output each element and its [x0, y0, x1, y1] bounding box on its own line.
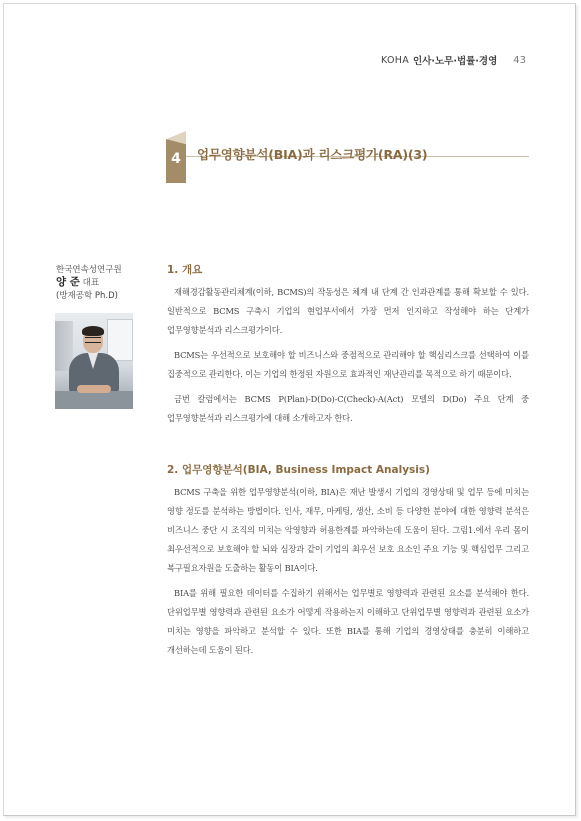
chapter-number: 4 [171, 151, 181, 167]
paragraph: BIA를 위해 필요한 데이터를 수집하기 위해서는 업무별로 영향력과 관련된 요소를 분석해야 한다. 단위업무별 영향력과 관련된 요소가 어떻게 작용하는지 이해하고 단위업무별 영향력과 관련된 요소가 미치는 영향을 파악하고 분석할 수 있다. 또한 BIA를 통해 기업의 경영상태를 충분히 이해하고 개선하는데 도움이 된다. [167, 588, 529, 655]
author-block [56, 264, 156, 302]
author-name-line [56, 276, 156, 290]
author-role: 대표 [82, 278, 100, 288]
magazine-brand: KOHA [380, 54, 410, 66]
photo-background-window [107, 319, 133, 361]
author-degree: (방재공학 Ph.D) [56, 291, 118, 301]
author-organization: 한국연속성연구원 [56, 265, 122, 275]
paragraph: BCMS 구축을 위한 업무영향분석(이하, BIA)은 재난 발생시 기업의 경영상태 및 업무 등에 미치는 영향 정도를 분석하는 방법이다. 인사, 재무, 마케팅, 생산, 소비 등 다양한 분야에 대한 영향력 분석은 비즈니스 중단 시 조직의 미치는 악영향과 허용한계를 파악하는데 도움이 된다. 그림1.에서 우리 몸이 최우선적으로 보호해야 할 뇌와 심장과 같이 기업의 최우선 보호 요소인 주요 기능 및 핵심업무 그리고 복구필요자원을 도출하는 활동이 BIA이다. [167, 487, 529, 573]
photo-person-glasses [85, 337, 101, 343]
chapter-title: 업무영향분석(BIA)과 리스크평가(RA)(3) [197, 147, 428, 162]
section-bia [167, 462, 529, 666]
paragraph: BCMS는 우선적으로 보호해야 할 비즈니스와 중점적으로 관리해야 할 핵심리스크를 선택하여 이를 집중적으로 관리한다. 이는 기업의 한정된 자원으로 효과적인 재난관리를 목적으로 하기 때문이다. [167, 350, 529, 379]
author-name: 양 준 [56, 276, 80, 288]
section-heading: 2. 업무영향분석(BIA, Business Impact Analysis) [167, 464, 430, 476]
photo-person-hands [77, 385, 111, 393]
photo-desk [55, 391, 133, 409]
section-heading: 1. 개요 [167, 264, 203, 276]
paragraph: 재해경감활동관리체계(이하, BCMS)의 작동성은 체계 내 단계 간 인과관계를 통해 확보할 수 있다. 일반적으로 BCMS 구축시 기업의 현업부서에서 가장 먼저 인지하고 작성해야 하는 단계가 업무영향분석과 리스크평가이다. [167, 287, 529, 335]
chapter-number-tab [166, 131, 186, 183]
photo-person-hair [82, 326, 104, 336]
running-header [381, 53, 526, 67]
magazine-section: 인사·노무·법률·경영 [413, 56, 498, 67]
page-number: 43 [513, 54, 526, 66]
paragraph: 금번 칼럼에서는 BCMS P(Plan)-D(Do)-C(Check)-A(Act) 모델의 D(Do) 주요 단계 중 업무영향분석과 리스크평가에 대해 소개하고자 한다. [167, 394, 529, 423]
author-photo [55, 313, 133, 409]
section-overview [167, 262, 529, 434]
